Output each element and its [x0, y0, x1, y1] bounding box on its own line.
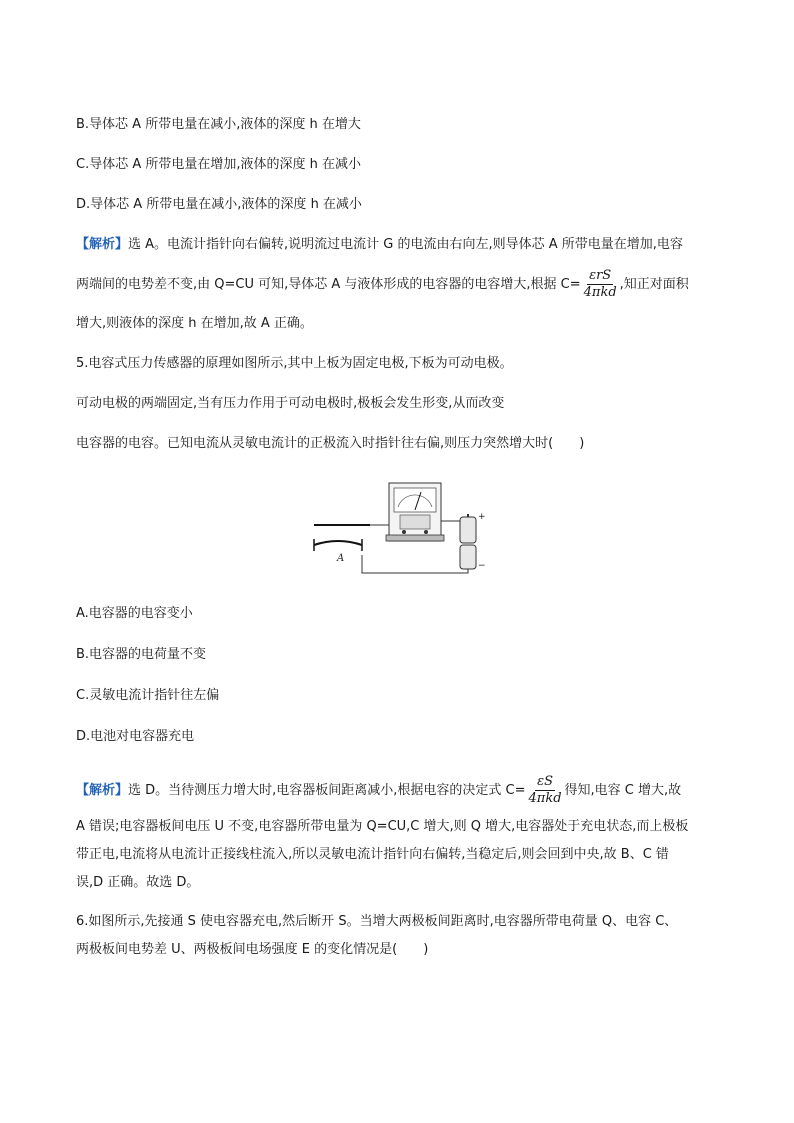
- question-6-line2: 两极板间电势差 U、两极板间电场强度 E 的变化情况是( ): [76, 942, 429, 957]
- analysis-q4-line2: [76, 268, 689, 302]
- analysis-q4-line3: 增大,则液体的深度 h 在增加,故 A 正确。: [76, 316, 313, 331]
- question-5-line2: 可动电极的两端固定,当有压力作用于可动电极时,极板会发生形变,从而改变: [76, 396, 505, 411]
- option-q5-d: D.电池对电容器充电: [76, 729, 195, 744]
- option-q5-b: B.电容器的电荷量不变: [76, 647, 207, 662]
- battery-cells: [460, 514, 476, 569]
- movable-lower-electrode: [314, 541, 362, 545]
- analysis-q5-text1-post: 得知,电容 C 增大,故: [564, 783, 682, 798]
- galvanometer: [386, 483, 444, 541]
- analysis-q5-line1: [76, 774, 681, 808]
- battery-plus-label: +: [478, 512, 486, 522]
- wire-bottom: [362, 555, 468, 573]
- electrode-label-a: A: [337, 553, 345, 564]
- option-q4-d: D.导体芯 A 所带电量在减小,液体的深度 h 在减小: [76, 197, 362, 212]
- analysis-q5-line2: A 错误;电容器板间电压 U 不变,电容器所带电量为 Q=CU,C 增大,则 Q 增大,电容器处于充电状态,而上极板: [76, 819, 689, 834]
- analysis-tag: 【解析】: [76, 783, 129, 798]
- question-5-line1: 5.电容式压力传感器的原理如图所示,其中上板为固定电极,下板为可动电极。: [76, 356, 513, 371]
- option-q5-a: A.电容器的电容变小: [76, 606, 193, 621]
- analysis-q5-line4: 误,D 正确。故选 D。: [76, 875, 200, 890]
- capacitance-fraction-q4: [582, 268, 619, 301]
- analysis-q5-text1-pre: 选 D。当待测压力增大时,电容器板间距离减小,根据电容的决定式 C=: [128, 783, 526, 798]
- analysis-q4-text1: 选 A。电流计指针向右偏转,说明流过电流计 G 的电流由右向左,则导体芯 A 所带电量在增加,电容: [128, 237, 683, 252]
- fraction-denominator: 4πkd: [528, 791, 562, 806]
- option-q4-b: B.导体芯 A 所带电量在减小,液体的深度 h 在增大: [76, 117, 361, 132]
- question-5-line3: 电容器的电容。已知电流从灵敏电流计的正极流入时指针往右偏,则压力突然增大时( ): [76, 436, 585, 451]
- fraction-denominator: 4πkd: [583, 285, 617, 300]
- analysis-q4-text2-post: ,知正对面积: [619, 277, 689, 292]
- fraction-numerator: εrS: [589, 268, 612, 283]
- option-q5-c: C.灵敏电流计指针往左偏: [76, 688, 220, 703]
- analysis-q4-text2-pre: 两端间的电势差不变,由 Q=CU 可知,导体芯 A 与液体形成的电容器的电容增大,根据 C=: [76, 277, 581, 292]
- analysis-q4-line1: [76, 236, 683, 254]
- fraction-numerator: εS: [537, 774, 553, 789]
- question-6-line1: 6.如图所示,先接通 S 使电容器充电,然后断开 S。当增大两极板间距离时,电容器所带电荷量 Q、电容 C、: [76, 914, 678, 929]
- pressure-sensor-circuit-figure: [300, 475, 490, 579]
- option-q4-c: C.导体芯 A 所带电量在增加,液体的深度 h 在减小: [76, 157, 362, 172]
- analysis-q5-line3: 带正电,电流将从电流计正接线柱流入,所以灵敏电流计指针向右偏转,当稳定后,则会回到中央,故 B、C 错: [76, 847, 669, 862]
- battery-minus-label: −: [478, 561, 486, 571]
- wire-to-battery: [441, 517, 462, 521]
- capacitance-fraction-q5: [527, 774, 564, 807]
- analysis-tag: 【解析】: [76, 237, 129, 252]
